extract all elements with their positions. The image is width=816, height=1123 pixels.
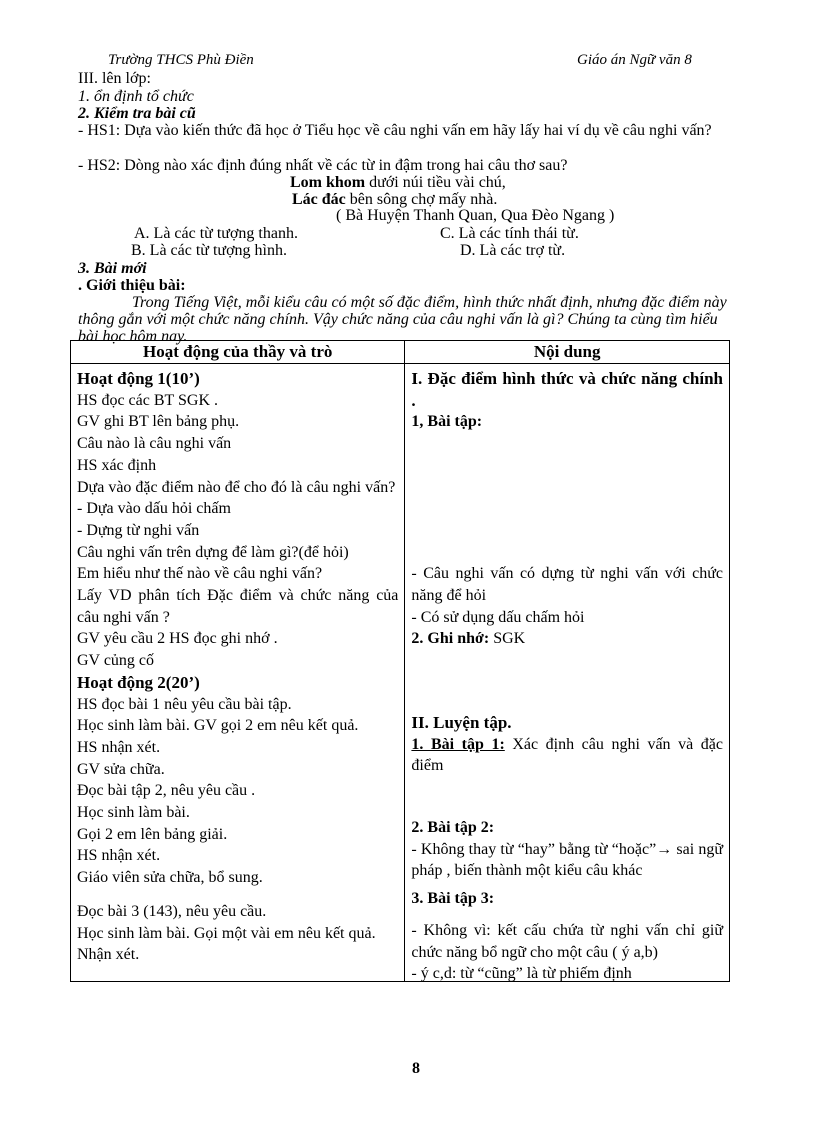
item-1-heading: 1. ổn định tổ chức	[78, 88, 194, 105]
activities-column	[71, 364, 404, 966]
item-2-heading: 2. Kiểm tra bài cũ	[78, 105, 196, 122]
activity-line: HS nhận xét.	[77, 738, 161, 756]
activity-line: Câu nào là câu nghi vấn	[77, 435, 232, 453]
activity-heading: Hoạt động 1(10’)	[77, 369, 200, 388]
content-column	[405, 364, 729, 981]
activity-line: Em hiểu như thế nào về câu nghi vấn?	[77, 565, 323, 583]
activity-line: Nhận xét.	[77, 946, 140, 964]
activity-line: Đọc bài 3 (143), nêu yêu cầu.	[77, 902, 267, 920]
activity-line: GV yêu cầu 2 HS đọc ghi nhớ .	[77, 630, 278, 648]
intro-label: . Giới thiệu bài:	[78, 277, 186, 294]
activity-line: HS xác định	[77, 456, 157, 474]
subject-header: Giáo án Ngữ văn 8	[577, 52, 692, 68]
exercise-bt3-title: 3. Bài tập 3:	[411, 890, 495, 908]
activity-line: GV sửa chữa.	[77, 760, 165, 778]
activity-line: Câu nghi vấn trên dựng để làm gì?(để hỏi)	[77, 543, 349, 561]
exercise-bt3-text: - Không vì: kết cấu chứa từ nghi vấn chỉ giữ chức năng bổ ngữ cho một câu ( ý a,b)	[411, 921, 723, 961]
poem-source: ( Bà Huyện Thanh Quan, Qua Đèo Ngang )	[336, 207, 615, 224]
hs2-question: - HS2: Dòng nào xác định đúng nhất về các từ in đậm trong hai câu thơ sau?	[78, 157, 568, 174]
activity-line: HS đọc các BT SGK .	[77, 391, 219, 409]
poem-line-1: Lom khom dưới núi tiều vài chú,	[290, 174, 506, 191]
activity-line: Giáo viên sửa chữa, bổ sung.	[77, 869, 263, 887]
section-2-title: II. Luyện tập.	[411, 712, 512, 732]
activity-line: Đọc bài tập 2, nêu yêu cầu .	[77, 782, 256, 800]
option-c: C. Là các tính thái từ.	[440, 225, 579, 242]
content-cell	[405, 364, 730, 982]
activity-line: GV ghi BT lên bảng phụ.	[77, 413, 240, 431]
col-activities-header: Hoạt động của thầy và trò	[71, 341, 405, 364]
activity-line: Gọi 2 em lên bảng giải.	[77, 825, 228, 843]
activity-line: HS nhận xét.	[77, 847, 161, 865]
section-1-title: I. Đặc điểm hình thức và chức năng chính .	[411, 369, 723, 410]
option-d: D. Là các trợ từ.	[460, 242, 566, 259]
activities-cell	[71, 364, 405, 982]
activity-line: GV củng cố	[77, 652, 155, 670]
activity-heading: Hoạt động 2(20’)	[77, 672, 200, 692]
activity-line: Lấy VD phân tích Đặc điểm và chức năng của câu nghi vấn ?	[77, 587, 399, 626]
item-3-heading: 3. Bài mới	[78, 260, 147, 277]
poem-line-2: Lác đác bên sông chợ mấy nhà.	[292, 191, 498, 208]
content-line-1: - Câu nghi vấn có dựng từ nghi vấn với chức năng để hỏi	[411, 565, 723, 604]
activity-line: - Dựng từ nghi vấn	[77, 521, 200, 539]
activity-line: Học sinh làm bài. GV gọi 2 em nêu kết quả.	[77, 717, 359, 735]
section-heading: III. lên lớp:	[78, 70, 151, 87]
col-content-header: Nội dung	[405, 341, 730, 364]
exercise-1-title: 1, Bài tập:	[411, 413, 483, 431]
content-line-2: - Có sử dụng dấu chấm hỏi	[411, 608, 585, 626]
lesson-table	[70, 340, 730, 982]
spacer	[77, 889, 398, 901]
option-a: A. Là các từ tượng thanh.	[134, 225, 298, 242]
exercise-bt3-text-2: - ý c,d: từ “cũng” là từ phiếm định	[411, 965, 632, 982]
school-header: Trường THCS Phù Điền	[108, 52, 254, 68]
activity-line: HS đọc bài 1 nêu yêu cầu bài tập.	[77, 695, 292, 713]
activity-line: Học sinh làm bài.	[77, 804, 190, 822]
activity-line: Học sinh làm bài. Gọi một vài em nêu kết quả.	[77, 924, 376, 942]
intro-text: Trong Tiếng Việt, mỗi kiểu câu có một số đặc điểm, hình thức nhất định, nhưng đặc điểm này thông gắn với một chức năng chính. Vậy chức năng của câu nghi vấn là gì? Chúng ta cùng tìm hiểu bài học hôm nay.	[78, 294, 727, 345]
hs1-question: - HS1: Dựa vào kiến thức đã học ở Tiểu học về câu nghi vấn em hãy lấy hai ví dụ về câu nghi vấn?	[78, 122, 712, 139]
exercise-bt2-text: - Không thay từ “hay” bằng từ “hoặc”→ sai ngữ pháp , biến thành một kiểu câu khác	[411, 840, 723, 880]
activity-line: Dựa vào đặc điểm nào để cho đó là câu nghi vấn?	[77, 478, 396, 496]
note-line: 2. Ghi nhớ: SGK	[411, 630, 526, 648]
exercise-bt2-title: 2. Bài tập 2:	[411, 819, 495, 837]
page-number: 8	[412, 1060, 420, 1077]
option-b: B. Là các từ tượng hình.	[131, 242, 287, 259]
exercise-bt1: 1. Bài tập 1: Xác định câu nghi vấn và đặc điểm	[411, 735, 723, 775]
activity-line: - Dựa vào dấu hỏi chấm	[77, 500, 231, 518]
